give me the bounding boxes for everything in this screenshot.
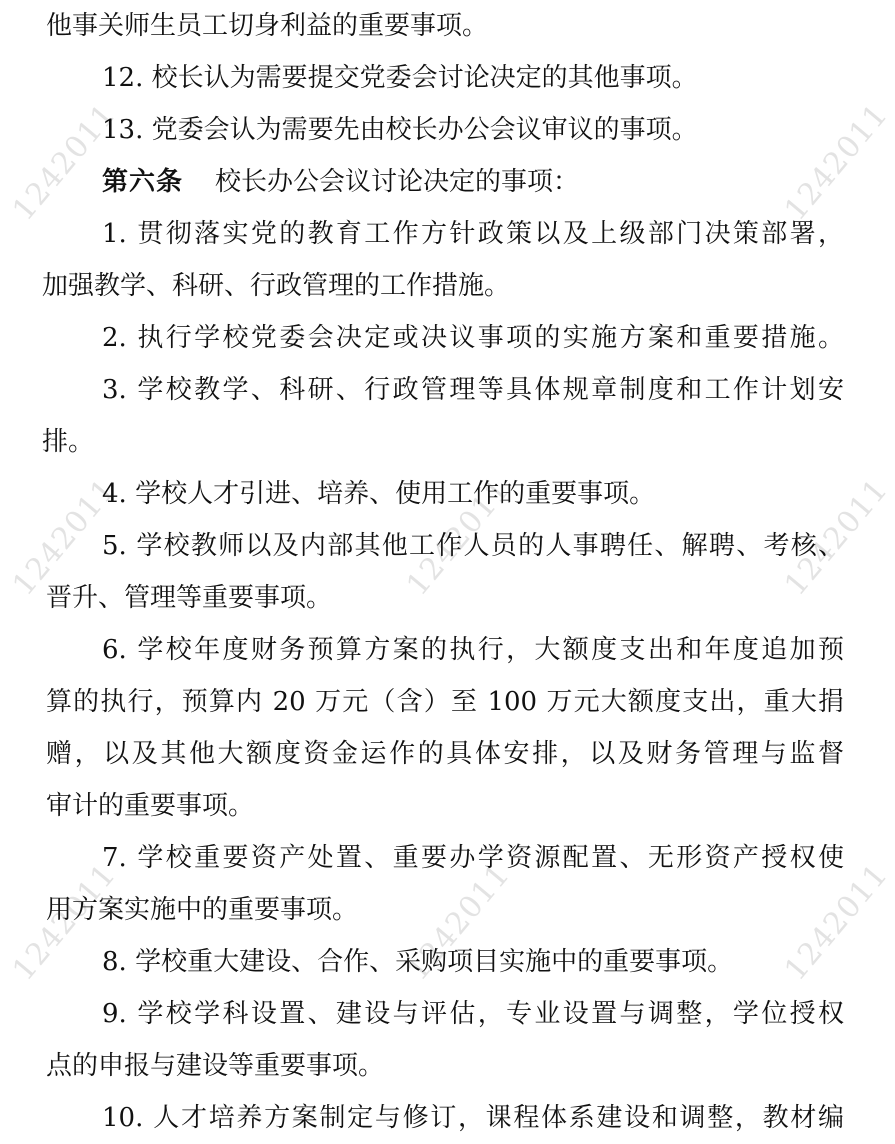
watermark: 1242011 [400,472,518,603]
article-number: 第六条 [102,167,184,197]
watermark: 1242011 [6,472,124,603]
text-line: 赠，以及其他大额度资金运作的具体安排，以及财务管理与监督 [46,739,844,769]
article-heading-line [46,156,844,208]
text-line: 8. 学校重大建设、合作、采购项目实施中的重要事项。 [102,947,734,977]
text-line: 用方案实施中的重要事项。 [46,895,359,925]
watermark: 1242011 [778,857,895,988]
watermark: 1242011 [6,97,124,228]
text-line: 排。 [42,427,95,457]
document-body [42,0,844,1144]
text-line: 5. 学校教师以及内部其他工作人员的人事聘任、解聘、考核、 [102,531,844,561]
text-line: 2. 执行学校党委会决定或决议事项的实施方案和重要措施。 [102,323,844,353]
text-line: 1. 贯彻落实党的教育工作方针政策以及上级部门决策部署， [102,219,844,249]
text-line: 10. 人才培养方案制定与修订，课程体系建设和调整，教材编 [102,1103,844,1133]
text-line: 13. 党委会认为需要先由校长办公会议审议的事项。 [102,115,698,145]
watermark: 1242011 [778,97,895,228]
article-title: 校长办公会议讨论决定的事项： [215,167,580,197]
watermark: 1242011 [6,857,124,988]
text-line: 算的执行，预算内 20 万元（含）至 100 万元大额度支出，重大捐 [46,687,844,717]
text-line: 晋升、管理等重要事项。 [46,583,333,613]
text-line: 9. 学校学科设置、建设与评估，专业设置与调整，学位授权 [102,999,844,1029]
text-line: 6. 学校年度财务预算方案的执行，大额度支出和年度追加预 [102,635,844,665]
text-line: 他事关师生员工切身利益的重要事项。 [46,11,489,41]
text-line: 加强教学、科研、行政管理的工作措施。 [42,271,511,301]
text-line: 12. 校长认为需要提交党委会讨论决定的其他事项。 [102,63,698,93]
text-line: 3. 学校教学、科研、行政管理等具体规章制度和工作计划安 [102,375,844,405]
text-line: 审计的重要事项。 [46,791,255,821]
watermark: 1242011 [778,472,895,603]
text-line: 7. 学校重要资产处置、重要办学资源配置、无形资产授权使 [102,843,844,873]
watermark: 1242011 [400,857,518,988]
text-line: 点的申报与建设等重要事项。 [46,1051,385,1081]
text-line: 4. 学校人才引进、培养、使用工作的重要事项。 [102,479,656,509]
